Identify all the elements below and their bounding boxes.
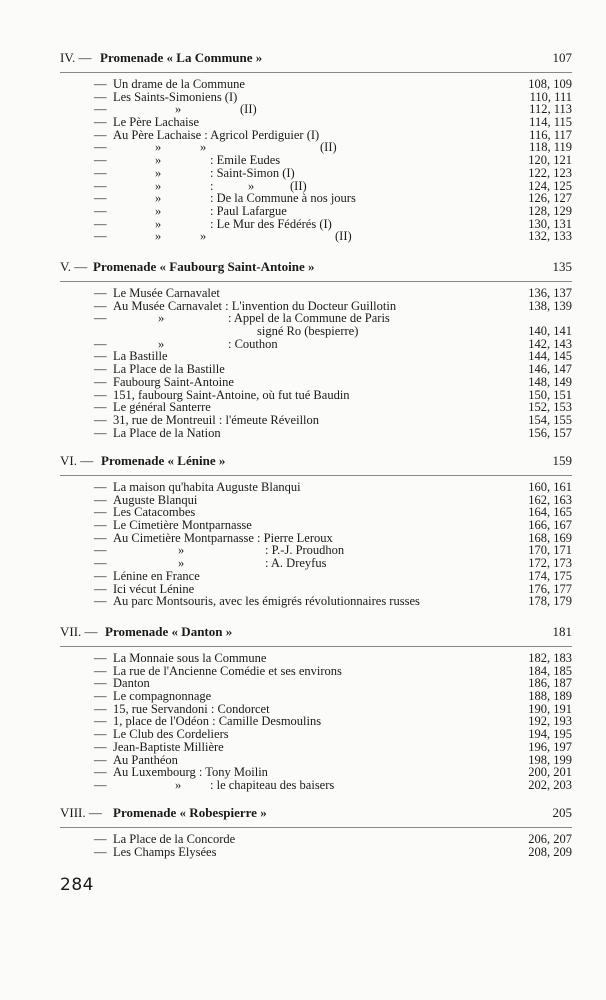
entry-text: 31, rue de Montreuil : l'émeute Réveillon [113, 412, 320, 427]
entry-pages: 164, 165 [528, 505, 572, 520]
entry-list [0, 652, 606, 792]
entry-dash: — [94, 336, 107, 351]
toc-entry[interactable] [0, 427, 606, 440]
toc-entry[interactable] [0, 652, 606, 665]
entry-text: : Appel de la Commune de Paris [228, 311, 390, 326]
toc-entry[interactable] [0, 129, 606, 142]
entry-text: (II) [240, 102, 257, 117]
section-number: VIII. — [60, 805, 102, 820]
entry-pages: 138, 139 [528, 298, 572, 313]
section-title: Promenade « Faubourg Saint-Antoine » [93, 259, 315, 274]
entry-text: : Couthon [228, 336, 278, 351]
toc-section [0, 50, 606, 244]
entry-list [0, 287, 606, 439]
entry-pages: 152, 153 [528, 400, 572, 415]
toc-entry[interactable] [0, 665, 606, 678]
entry-text: » [175, 102, 182, 117]
toc-entry[interactable] [0, 154, 606, 167]
entry-pages: 178, 179 [528, 594, 572, 609]
entry-pages: 132, 133 [528, 229, 572, 244]
toc-entry[interactable] [0, 376, 606, 389]
entry-text: La Place de la Concorde [113, 832, 236, 846]
entry-dash: — [94, 777, 107, 792]
entry-text: Au Panthéon [113, 752, 178, 767]
toc-entry[interactable] [0, 715, 606, 728]
entry-text: 1, place de l'Odéon : Camille Desmoulins [113, 714, 322, 729]
entry-text: » [155, 165, 162, 180]
entry-text: signé Ro (bespierre) [257, 324, 359, 339]
entry-dash: — [94, 229, 107, 244]
entry-pages: 114, 115 [529, 115, 572, 130]
entry-text: Au Père Lachaise : Agricol Perdiguier (I) [113, 127, 320, 142]
entry-dash: — [94, 349, 107, 364]
entry-dash: — [94, 400, 107, 415]
entry-list [0, 833, 606, 858]
entry-text: Au Cimetière Montparnasse : Pierre Leroux [113, 530, 333, 545]
entry-dash: — [94, 127, 107, 142]
entry-dash: — [94, 492, 107, 507]
entry-text: : le chapiteau des baisers [210, 777, 335, 792]
entry-text: Au parc Montsouris, avec les émigrés révolutionnaires russes [113, 594, 420, 609]
entry-text: » [200, 229, 207, 244]
toc-entry[interactable] [0, 325, 606, 338]
toc-entry[interactable] [0, 595, 606, 608]
entry-pages: 130, 131 [528, 216, 572, 231]
entry-dash: — [94, 676, 107, 691]
toc-entry[interactable] [0, 506, 606, 519]
entry-dash: — [94, 480, 107, 494]
entry-text: Faubourg Saint-Antoine [113, 374, 234, 389]
entry-pages: 150, 151 [528, 387, 572, 402]
toc-entry[interactable] [0, 338, 606, 351]
toc-entry[interactable] [0, 141, 606, 154]
toc-entry[interactable] [0, 741, 606, 754]
entry-pages: 168, 169 [528, 530, 572, 545]
entry-pages: 140, 141 [528, 324, 572, 339]
entry-text: Auguste Blanqui [113, 492, 198, 507]
entry-pages: 162, 163 [528, 492, 572, 507]
entry-pages: 122, 123 [528, 165, 572, 180]
section-divider [60, 646, 572, 647]
entry-text: Danton [113, 676, 150, 691]
entry-pages: 170, 171 [528, 543, 572, 558]
entry-pages: 194, 195 [528, 727, 572, 742]
toc-entry[interactable] [0, 519, 606, 532]
toc-section [0, 259, 606, 440]
entry-dash: — [94, 530, 107, 545]
entry-dash: — [94, 714, 107, 729]
toc-section [0, 453, 606, 609]
entry-dash: — [94, 765, 107, 780]
entry-text: : Le Mur des Fédérés (I) [210, 216, 332, 231]
entry-pages: 116, 117 [529, 127, 572, 142]
section-heading [0, 259, 606, 275]
entry-pages: 182, 183 [528, 651, 572, 665]
entry-dash: — [94, 153, 107, 168]
section-title: Promenade « Robespierre » [113, 805, 267, 820]
section-number: V. — [60, 259, 88, 274]
entry-list [0, 481, 606, 608]
entry-dash: — [94, 505, 107, 520]
toc-entry[interactable] [0, 846, 606, 859]
entry-text: » [175, 777, 182, 792]
entry-dash: — [94, 581, 107, 596]
toc-entry[interactable] [0, 78, 606, 91]
entry-text: : Paul Lafargue [210, 203, 287, 218]
entry-text: La Place de la Bastille [113, 362, 225, 377]
entry-text: » [155, 216, 162, 231]
entry-pages: 120, 121 [528, 153, 572, 168]
entry-dash: — [94, 844, 107, 859]
section-page-number: 135 [552, 259, 572, 274]
section-divider [60, 72, 572, 73]
entry-pages: 202, 203 [528, 777, 572, 792]
entry-dash: — [94, 412, 107, 427]
entry-pages: 118, 119 [529, 140, 572, 155]
section-number: VI. — [60, 453, 94, 468]
entry-text: » [178, 556, 185, 571]
entry-dash: — [94, 832, 107, 846]
entry-pages: 160, 161 [528, 480, 572, 494]
section-divider [60, 827, 572, 828]
entry-text: Les Saints-Simoniens (I) [113, 89, 238, 104]
entry-text: Lénine en France [113, 568, 200, 583]
toc-entry[interactable] [0, 557, 606, 570]
toc-entry[interactable] [0, 389, 606, 402]
toc-entry[interactable] [0, 833, 606, 846]
entry-dash: — [94, 543, 107, 558]
entry-text: : [210, 178, 214, 193]
entry-text: : P.-J. Proudhon [265, 543, 345, 558]
entry-pages: 206, 207 [528, 832, 572, 846]
toc-entry[interactable] [0, 754, 606, 767]
entry-text: (II) [290, 178, 307, 193]
entry-text: » [155, 229, 162, 244]
toc-entry[interactable] [0, 116, 606, 129]
entry-dash: — [94, 374, 107, 389]
entry-dash: — [94, 663, 107, 678]
entry-text: Le Cimetière Montparnasse [113, 518, 252, 533]
entry-text: Le Musée Carnavalet [113, 286, 220, 300]
entry-text: » [155, 178, 162, 193]
entry-dash: — [94, 362, 107, 377]
entry-text: Ici vécut Lénine [113, 581, 195, 596]
entry-text: » [155, 191, 162, 206]
entry-dash: — [94, 89, 107, 104]
entry-dash: — [94, 140, 107, 155]
entry-text: Au Musée Carnavalet : L'invention du Docteur Guillotin [113, 298, 397, 313]
entry-dash: — [94, 191, 107, 206]
toc-entry[interactable] [0, 728, 606, 741]
section-page-number: 159 [552, 453, 572, 468]
entry-text: » [248, 178, 255, 193]
section-page-number: 181 [552, 624, 572, 639]
entry-pages: 196, 197 [528, 739, 572, 754]
entry-text: (II) [320, 140, 337, 155]
entry-text: Au Luxembourg : Tony Moilin [113, 765, 268, 780]
entry-text: » [155, 140, 162, 155]
toc-section [0, 624, 606, 792]
entry-dash: — [94, 178, 107, 193]
toc-entry[interactable] [0, 766, 606, 779]
section-page-number: 205 [552, 805, 572, 820]
entry-pages: 166, 167 [528, 518, 572, 533]
entry-dash: — [94, 165, 107, 180]
entry-dash: — [94, 77, 107, 91]
toc-entry[interactable] [0, 91, 606, 104]
entry-dash: — [94, 556, 107, 571]
toc-entry[interactable] [0, 363, 606, 376]
toc-entry[interactable] [0, 481, 606, 494]
entry-pages: 184, 185 [528, 663, 572, 678]
entry-text: : De la Commune à nos jours [210, 191, 356, 206]
entry-dash: — [94, 286, 107, 300]
entry-text: » [178, 543, 185, 558]
entry-dash: — [94, 518, 107, 533]
entry-pages: 112, 113 [529, 102, 572, 117]
entry-text: Jean-Baptiste Millière [113, 739, 224, 754]
toc-section [0, 805, 606, 859]
entry-text: (II) [335, 229, 352, 244]
entry-pages: 146, 147 [528, 362, 572, 377]
entry-text: Un drame de la Commune [113, 77, 245, 91]
entry-dash: — [94, 739, 107, 754]
entry-text: » [158, 336, 165, 351]
toc-entry[interactable] [0, 690, 606, 703]
entry-text: Le Père Lachaise [113, 115, 200, 130]
entry-text: Le Club des Cordeliers [113, 727, 229, 742]
toc-entry[interactable] [0, 218, 606, 231]
entry-pages: 128, 129 [528, 203, 572, 218]
entry-text: 151, faubourg Saint-Antoine, où fut tué Baudin [113, 387, 350, 402]
entry-pages: 156, 157 [528, 425, 572, 440]
toc-entry[interactable] [0, 230, 606, 243]
entry-pages: 124, 125 [528, 178, 572, 193]
entry-pages: 200, 201 [528, 765, 572, 780]
entry-text: Le compagnonnage [113, 689, 212, 704]
entry-pages: 190, 191 [528, 701, 572, 716]
entry-pages: 188, 189 [528, 689, 572, 704]
toc-entry[interactable] [0, 494, 606, 507]
toc-entry[interactable] [0, 350, 606, 363]
entry-text: La rue de l'Ancienne Comédie et ses environs [113, 663, 342, 678]
entry-text: » [158, 311, 165, 326]
entry-text: : Emile Eudes [210, 153, 281, 168]
entry-dash: — [94, 594, 107, 609]
toc-entry[interactable] [0, 103, 606, 116]
entry-dash: — [94, 752, 107, 767]
entry-text: Le général Santerre [113, 400, 211, 415]
entry-dash: — [94, 102, 107, 117]
toc-entry[interactable] [0, 414, 606, 427]
toc-entry[interactable] [0, 779, 606, 792]
entry-list [0, 78, 606, 243]
entry-dash: — [94, 216, 107, 231]
entry-pages: 108, 109 [528, 77, 572, 91]
toc-entry[interactable] [0, 287, 606, 300]
entry-pages: 172, 173 [528, 556, 572, 571]
entry-text: Les Catacombes [113, 505, 196, 520]
entry-dash: — [94, 689, 107, 704]
entry-pages: 126, 127 [528, 191, 572, 206]
section-title: Promenade « Danton » [105, 624, 233, 639]
entry-pages: 110, 111 [529, 89, 572, 104]
entry-pages: 176, 177 [528, 581, 572, 596]
section-heading [0, 50, 606, 66]
entry-pages: 186, 187 [528, 676, 572, 691]
toc-entry[interactable] [0, 205, 606, 218]
section-heading [0, 453, 606, 469]
page-number: 284 [60, 875, 94, 895]
entry-pages: 154, 155 [528, 412, 572, 427]
section-divider [60, 475, 572, 476]
entry-dash: — [94, 701, 107, 716]
toc-entry[interactable] [0, 677, 606, 690]
entry-dash: — [94, 298, 107, 313]
entry-text: La maison qu'habita Auguste Blanqui [113, 480, 301, 494]
entry-text: : Saint-Simon (I) [210, 165, 295, 180]
entry-text: » [155, 203, 162, 218]
entry-dash: — [94, 387, 107, 402]
entry-text: Les Champs Elysées [113, 844, 217, 859]
entry-pages: 198, 199 [528, 752, 572, 767]
toc-entry[interactable] [0, 570, 606, 583]
entry-pages: 136, 137 [528, 286, 572, 300]
section-number: IV. — [60, 50, 92, 65]
entry-dash: — [94, 568, 107, 583]
entry-text: » [155, 153, 162, 168]
entry-dash: — [94, 115, 107, 130]
toc-entry[interactable] [0, 167, 606, 180]
entry-pages: 142, 143 [528, 336, 572, 351]
entry-pages: 144, 145 [528, 349, 572, 364]
entry-text: 15, rue Servandoni : Condorcet [113, 701, 270, 716]
section-number: VII. — [60, 624, 98, 639]
entry-pages: 148, 149 [528, 374, 572, 389]
entry-pages: 174, 175 [528, 568, 572, 583]
entry-text: La Monnaie sous la Commune [113, 651, 267, 665]
entry-dash: — [94, 727, 107, 742]
entry-dash: — [94, 425, 107, 440]
section-heading [0, 805, 606, 821]
entry-dash: — [94, 311, 107, 326]
entry-text: La Bastille [113, 349, 168, 364]
entry-text: » [200, 140, 207, 155]
entry-dash: — [94, 651, 107, 665]
entry-pages: 208, 209 [528, 844, 572, 859]
toc-entry[interactable] [0, 192, 606, 205]
entry-text: : A. Dreyfus [265, 556, 327, 571]
section-page-number: 107 [552, 50, 572, 65]
section-heading [0, 624, 606, 640]
entry-text: La Place de la Nation [113, 425, 221, 440]
toc-entry[interactable] [0, 401, 606, 414]
section-divider [60, 281, 572, 282]
section-title: Promenade « Lénine » [101, 453, 226, 468]
entry-pages: 192, 193 [528, 714, 572, 729]
entry-dash: — [94, 203, 107, 218]
section-title: Promenade « La Commune » [100, 50, 263, 65]
